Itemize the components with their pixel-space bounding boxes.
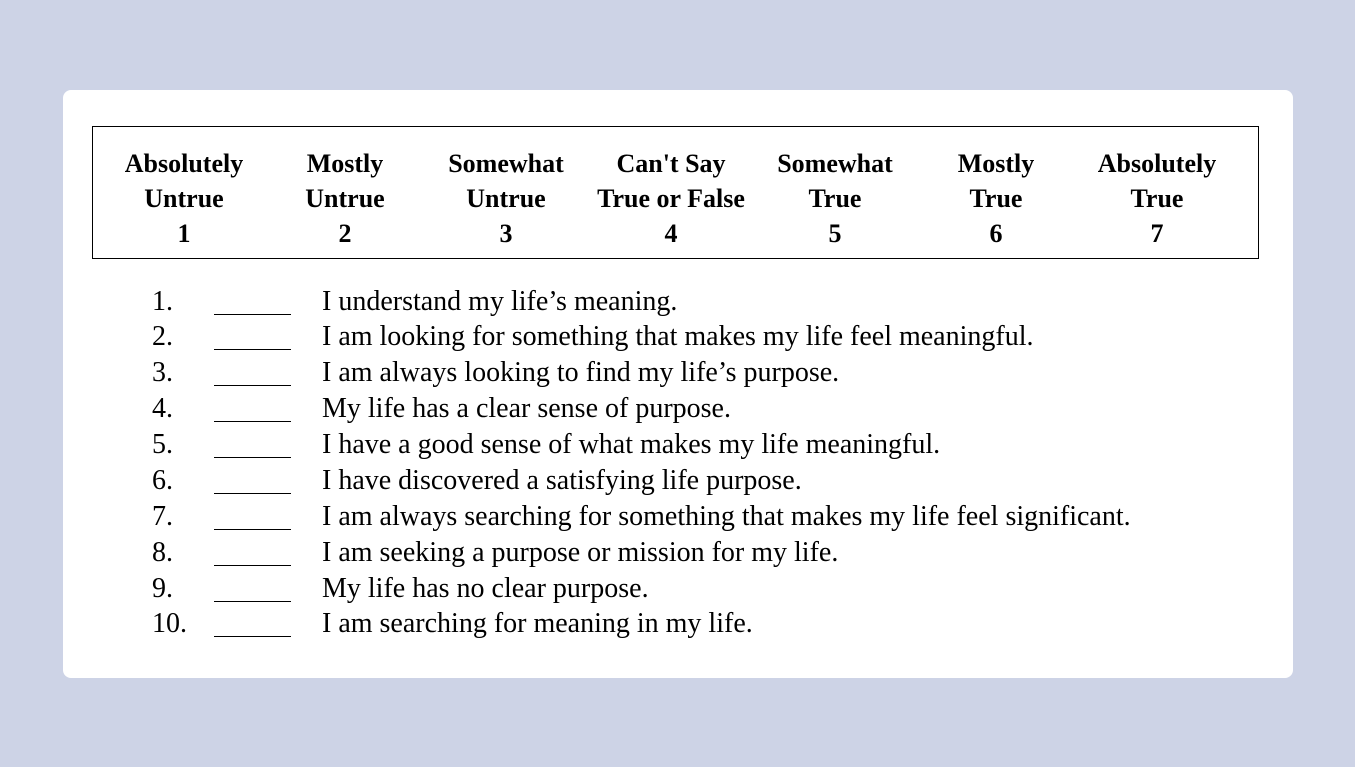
scale-label-line1: Mostly: [306, 149, 384, 178]
answer-blank[interactable]: [214, 349, 291, 350]
scale-label-line1: Absolutely: [124, 149, 244, 178]
rating-scale-legend: [92, 126, 1259, 259]
list-item: [63, 427, 1293, 463]
item-number: 10.: [152, 608, 187, 639]
scale-value: 2: [338, 219, 352, 248]
scale-label-line1: Can't Say: [616, 149, 726, 178]
item-number: 8.: [152, 537, 173, 568]
list-item: [63, 355, 1293, 391]
scale-value: 5: [828, 219, 842, 248]
item-statement: I am always searching for something that makes my life feel significant.: [322, 501, 1131, 532]
item-statement: I am seeking a purpose or mission for my life.: [322, 537, 839, 568]
scale-value: 7: [1150, 219, 1164, 248]
item-number: 6.: [152, 465, 173, 496]
item-statement: I have discovered a satisfying life purpose.: [322, 465, 802, 496]
item-number: 7.: [152, 501, 173, 532]
item-number: 2.: [152, 321, 173, 352]
list-item: [63, 284, 1293, 320]
item-statement: My life has a clear sense of purpose.: [322, 393, 731, 424]
item-statement: I am looking for something that makes my life feel meaningful.: [322, 321, 1034, 352]
answer-blank[interactable]: [214, 601, 291, 602]
item-statement: I have a good sense of what makes my life meaningful.: [322, 429, 941, 460]
scale-value: 6: [989, 219, 1003, 248]
answer-blank[interactable]: [214, 314, 291, 315]
scale-value: 4: [664, 219, 678, 248]
item-statement: My life has no clear purpose.: [322, 573, 649, 604]
scale-label-line1: Somewhat: [448, 149, 564, 178]
answer-blank[interactable]: [214, 385, 291, 386]
answer-blank[interactable]: [214, 421, 291, 422]
item-number: 4.: [152, 393, 173, 424]
item-number: 3.: [152, 357, 173, 388]
scale-label-line2: Untrue: [144, 184, 224, 213]
answer-blank[interactable]: [214, 565, 291, 566]
questionnaire-card: [63, 90, 1293, 678]
list-item: [63, 391, 1293, 427]
scale-label-line1: Mostly: [957, 149, 1035, 178]
scale-label-line2: Untrue: [305, 184, 385, 213]
scale-label-line1: Absolutely: [1097, 149, 1217, 178]
scale-value: 1: [177, 219, 191, 248]
list-item: [63, 571, 1293, 607]
scale-label-line2: True: [1130, 184, 1184, 213]
list-item: [63, 499, 1293, 535]
scale-label-line2: Untrue: [466, 184, 546, 213]
scale-label-line2: True or False: [597, 184, 745, 213]
item-statement: I am always looking to find my life’s purpose.: [322, 357, 840, 388]
list-item: [63, 606, 1293, 642]
scale-option-7: [1057, 146, 1257, 251]
list-item: [63, 463, 1293, 499]
scale-label-line2: True: [808, 184, 862, 213]
item-number: 9.: [152, 573, 173, 604]
item-statement: I understand my life’s meaning.: [322, 286, 678, 317]
list-item: [63, 319, 1293, 355]
scale-label-line2: True: [969, 184, 1023, 213]
scale-label-line1: Somewhat: [777, 149, 893, 178]
answer-blank[interactable]: [214, 636, 291, 637]
item-number: 1.: [152, 286, 173, 317]
item-number: 5.: [152, 429, 173, 460]
list-item: [63, 535, 1293, 571]
answer-blank[interactable]: [214, 493, 291, 494]
scale-value: 3: [499, 219, 513, 248]
answer-blank[interactable]: [214, 457, 291, 458]
answer-blank[interactable]: [214, 529, 291, 530]
item-statement: I am searching for meaning in my life.: [322, 608, 753, 639]
